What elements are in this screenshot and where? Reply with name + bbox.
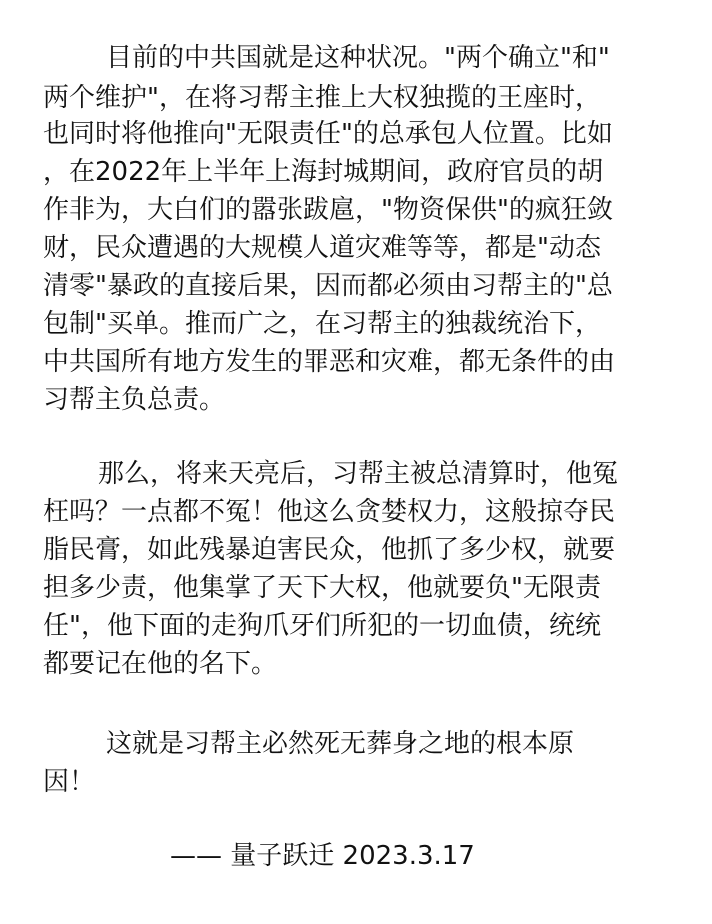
paragraph-2-line-4: 担多少责，他集掌了天下大权，他就要负"无限责 — [43, 573, 601, 603]
paragraph-1-line-6: 财，民众遭遇的大规模人道灾难等等，都是"动态 — [43, 233, 601, 263]
paragraph-1-line-5: 作非为，大白们的嚣张跋扈，"物资保供"的疯狂敛 — [43, 195, 613, 225]
paragraph-1-line-1: 目前的中共国就是这种状况。"两个确立"和" — [106, 43, 610, 73]
signature-line: —— 量子跃迁 2023.3.17 — [170, 841, 475, 871]
paragraph-1-line-7: 清零"暴政的直接后果，因而都必须由习帮主的"总 — [43, 271, 613, 301]
paragraph-3-line-2: 因！ — [43, 767, 96, 797]
paragraph-2-line-1: 那么，将来天亮后，习帮主被总清算时，他冤 — [98, 459, 619, 489]
paragraph-1-line-10: 习帮主负总责。 — [43, 385, 226, 415]
paragraph-1-line-4: ，在2022年上半年上海封城期间，政府官员的胡 — [43, 157, 604, 187]
paragraph-3-line-1: 这就是习帮主必然死无葬身之地的根本原 — [106, 729, 575, 759]
paragraph-2-line-6: 都要记在他的名下。 — [43, 649, 278, 679]
paragraph-2-line-2: 枉吗？一点都不冤！他这么贪婪权力，这般掠夺民 — [43, 497, 616, 527]
paragraph-1-line-3: 也同时将他推向"无限责任"的总承包人位置。比如 — [43, 119, 613, 149]
paragraph-2-line-5: 任"，他下面的走狗爪牙们所犯的一切血债，统统 — [43, 611, 601, 641]
paragraph-2-line-3: 脂民膏，如此残暴迫害民众，他抓了多少权，就要 — [43, 535, 616, 565]
paragraph-1-line-2: 两个维护"，在将习帮主推上大权独揽的王座时， — [43, 83, 601, 113]
paragraph-1-line-8: 包制"买单。推而广之，在习帮主的独裁统治下， — [43, 309, 601, 339]
paragraph-1-line-9: 中共国所有地方发生的罪恶和灾难，都无条件的由 — [43, 347, 616, 377]
